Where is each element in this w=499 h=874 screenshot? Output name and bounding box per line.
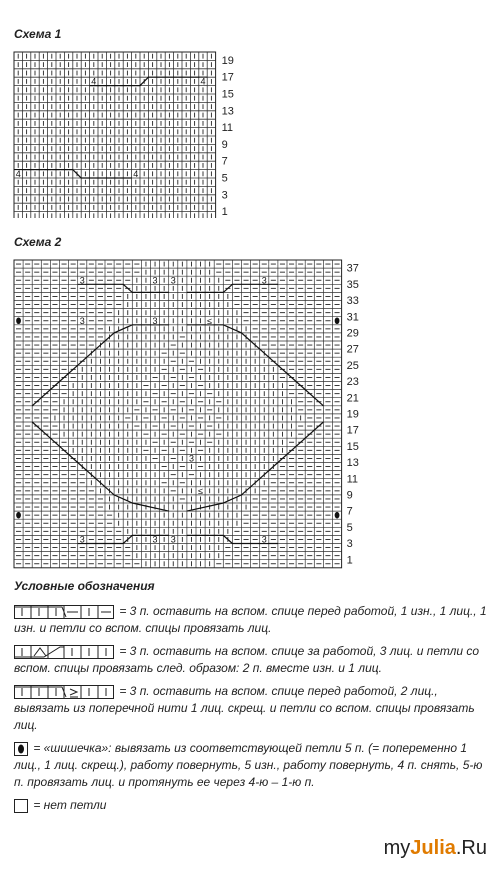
scheme1-title: Схема 1 — [14, 27, 62, 41]
legend — [14, 578, 492, 820]
scheme2-special-mark: ≤ — [198, 485, 204, 496]
legend-title: Условные обозначения — [14, 579, 155, 593]
scheme2-row-label: 35 — [346, 278, 359, 291]
scheme2-row-label: 5 — [346, 521, 353, 534]
cable-inc-symbol — [14, 685, 114, 699]
scheme1-row-label: 13 — [221, 105, 234, 118]
scheme2-row-label: 7 — [346, 505, 353, 518]
scheme2-row-label: 33 — [346, 295, 359, 308]
scheme1-mark: 4 — [133, 168, 139, 179]
bobble-icon — [16, 317, 21, 324]
scheme2-row-label: 29 — [346, 327, 359, 340]
scheme2-mark: 3 — [170, 534, 176, 545]
legend-item-no-stitch — [14, 797, 492, 814]
legend-text: = нет петли — [33, 798, 107, 812]
scheme1-row-label: 9 — [221, 138, 228, 151]
scheme2-mark: 3 — [152, 534, 158, 545]
legend-item-cable-purl — [14, 603, 492, 637]
scheme1-row-label: 19 — [221, 54, 234, 67]
scheme2-row-label: 23 — [346, 376, 359, 389]
scheme2-mark: 3 — [261, 534, 267, 545]
legend-item-cable-inc — [14, 683, 492, 734]
scheme1-row-label: 15 — [221, 88, 234, 101]
no-stitch-symbol — [14, 799, 28, 813]
scheme2-mark: 3 — [170, 275, 176, 286]
legend-text: = 3 п. оставить на вспом. спице перед работой, 1 изн., 1 лиц., 1 изн. и петли со вспом. спицы провязать лиц. — [14, 604, 487, 635]
legend-text: = 3 п. оставить на вспом. спице перед работой, 2 лиц., вывязать из поперечной нити 1 лиц. скрещ. и петли со вспом. спицы провязать лиц. — [14, 684, 475, 732]
scheme2-mark: 3 — [152, 275, 158, 286]
brand-part3: .Ru — [455, 837, 487, 859]
scheme2-row-label: 37 — [346, 262, 359, 275]
scheme1-row-label: 17 — [221, 71, 234, 84]
cable-purl-symbol — [14, 605, 114, 619]
scheme2-mark: 3 — [261, 275, 267, 286]
scheme2-row-label: 25 — [346, 359, 359, 372]
scheme2-special-mark: ≤ — [207, 315, 213, 326]
brand-part2: Julia — [410, 837, 456, 859]
scheme2-row-label: 21 — [346, 392, 359, 405]
scheme1-mark: 4 — [200, 76, 206, 87]
scheme2-row-label: 27 — [346, 343, 359, 356]
scheme2-mark: 3 — [79, 275, 85, 286]
scheme1-row-label: 3 — [221, 189, 228, 202]
brand-part1: my — [383, 837, 411, 859]
scheme1-row-label: 7 — [221, 155, 228, 168]
scheme1-row-label: 1 — [221, 206, 228, 218]
scheme2-row-label: 3 — [346, 538, 353, 551]
scheme2-title: Схема 2 — [14, 235, 62, 249]
scheme2-row-label: 13 — [346, 457, 359, 470]
scheme1-mark: 4 — [91, 76, 97, 87]
legend-item-bobble — [14, 740, 492, 791]
bobble-icon — [335, 512, 340, 519]
scheme2-row-label: 1 — [346, 554, 353, 567]
scheme2-row-label: 15 — [346, 440, 359, 453]
scheme2-mark: 3 — [79, 534, 85, 545]
scheme1-row-label: 11 — [221, 122, 234, 135]
scheme2-row-label: 31 — [346, 311, 359, 324]
scheme2-chart — [10, 256, 380, 574]
scheme2-row-label: 19 — [346, 408, 359, 421]
legend-item-cable-dec — [14, 643, 492, 677]
brand-logo — [384, 837, 487, 860]
cable-dec-symbol — [14, 645, 114, 659]
scheme2-row-label: 17 — [346, 424, 359, 437]
scheme2-row-label: 11 — [346, 473, 359, 486]
bobble-icon — [16, 512, 21, 519]
scheme2-row-label: 9 — [346, 489, 353, 502]
scheme2-mark: 3 — [152, 315, 158, 326]
legend-text: = «шишечка»: вывязать из соответствующей петли 5 п. (= попеременно 1 лиц., 1 лиц. скрещ.), работу повернуть, 5 изн., работу повернуть, 4 п. снять, 5-ю п. провязать лиц. и протянуть ее через 4-ю – 1-ю п. — [14, 741, 483, 789]
bobble-symbol — [14, 742, 28, 756]
scheme2-mark: 3 — [79, 315, 85, 326]
scheme2-mark: 3 — [188, 453, 194, 464]
legend-text: = 3 п. оставить на вспом. спице за работой, 3 лиц. и петли со вспом. спицы провязать след. образом: 2 п. вместе изн. и 1 лиц. — [14, 644, 480, 675]
scheme1-chart — [10, 48, 270, 218]
bobble-icon — [335, 317, 340, 324]
scheme1-mark: 4 — [15, 168, 21, 179]
scheme1-row-label: 5 — [221, 172, 228, 185]
